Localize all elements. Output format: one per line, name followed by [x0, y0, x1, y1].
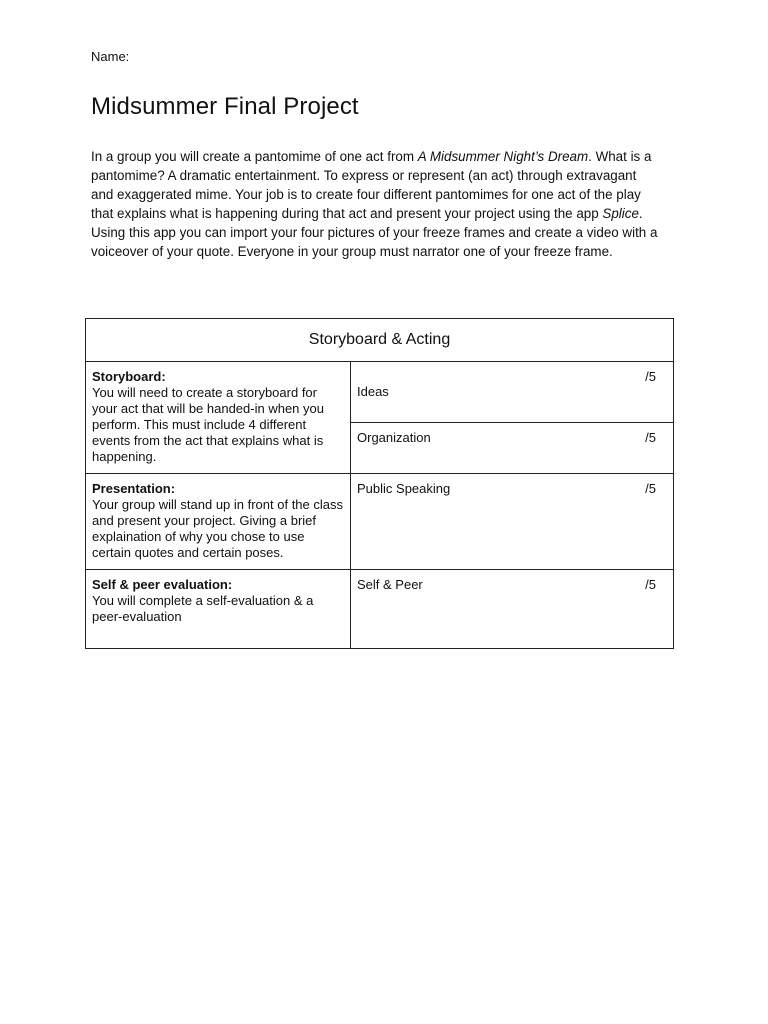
intro-line: and exaggerated mime. Your job is to create four different pantomimes for one act of the play: [91, 187, 641, 202]
table-row: [86, 474, 674, 570]
intro-line: Using this app you can import your four pictures of your freeze frames and create a video with a: [91, 225, 658, 240]
table-row: [86, 570, 674, 649]
criterion-self-peer: Self & Peer: [351, 570, 619, 649]
section-title: Presentation:: [92, 481, 176, 496]
section-description: You will complete a self-evaluation & a peer-evaluation: [92, 593, 314, 624]
presentation-description-cell: [86, 474, 351, 570]
name-label: Name:: [91, 49, 130, 64]
intro-line: [91, 204, 681, 223]
intro-line: pantomime? A dramatic entertainment. To express or represent (an act) through extravagant: [91, 168, 637, 183]
score-self-peer: /5: [619, 570, 674, 649]
intro-text: In a group you will create a pantomime of one act from: [91, 149, 418, 164]
section-title: Self & peer evaluation:: [92, 577, 233, 592]
score-organization: /5: [619, 423, 674, 474]
intro-paragraph: [91, 147, 681, 261]
criterion-public-speaking: Public Speaking: [351, 474, 619, 570]
intro-text: . What is a: [588, 149, 652, 164]
section-description: You will need to create a storyboard for your act that will be handed-in when you perform. This must include 4 different events from the act that explains what is happening.: [92, 385, 324, 464]
intro-line: [91, 147, 681, 166]
criterion-organization: Organization: [351, 423, 619, 474]
play-title: A Midsummer Night’s Dream: [417, 149, 589, 164]
section-description: Your group will stand up in front of the class and present your project. Giving a brief explaination of why you chose to use certain quotes and certain poses.: [92, 497, 343, 560]
intro-line: voiceover of your quote. Everyone in your group must narrator one of your freeze frame.: [91, 244, 613, 259]
page-title: Midsummer Final Project: [91, 93, 359, 120]
intro-text: that explains what is happening during that act and present your project using the app: [91, 206, 603, 221]
section-title: Storyboard:: [92, 369, 166, 384]
rubric-header-row: [86, 319, 674, 362]
app-name: Splice: [602, 206, 639, 221]
rubric-table: [85, 318, 674, 649]
score-ideas: /5: [619, 362, 674, 423]
table-row: [86, 362, 674, 423]
rubric-heading: Storyboard & Acting: [86, 319, 674, 362]
storyboard-description-cell: [86, 362, 351, 474]
self-peer-description-cell: [86, 570, 351, 649]
score-public-speaking: /5: [619, 474, 674, 570]
criterion-ideas: Ideas: [351, 362, 619, 423]
intro-text: .: [638, 206, 643, 221]
